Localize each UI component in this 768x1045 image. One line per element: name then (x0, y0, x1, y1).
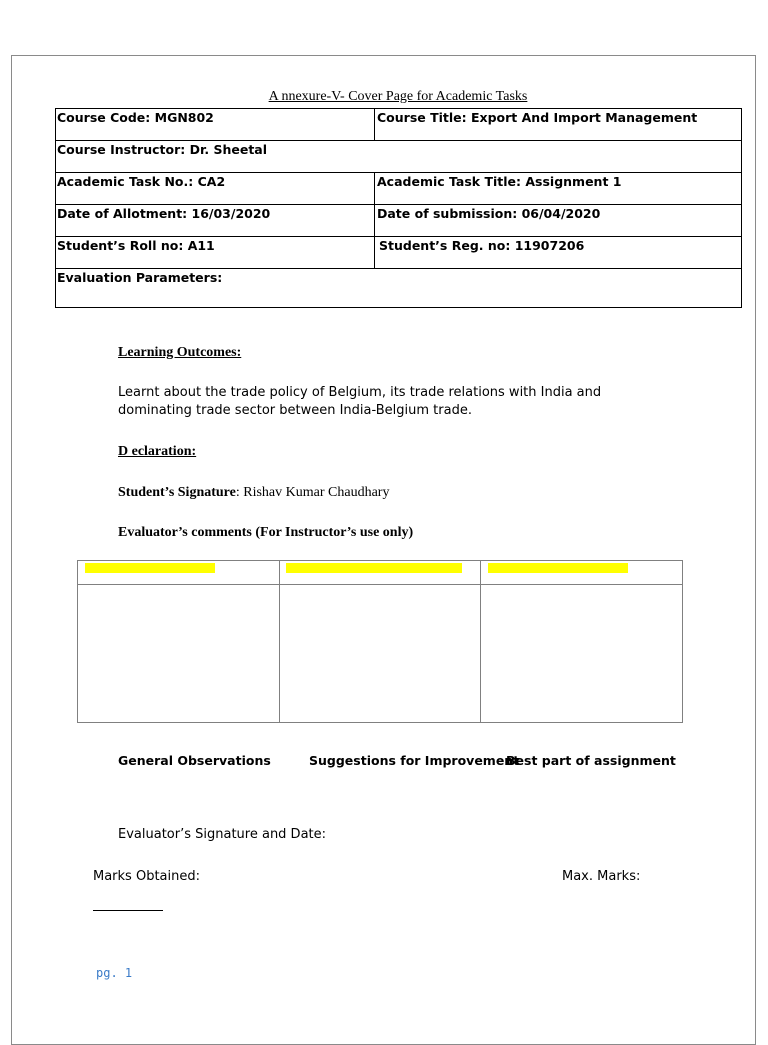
table-row (56, 237, 742, 269)
best-part-label: Best part of assignment (506, 753, 676, 768)
course-info-table (55, 108, 742, 308)
learning-outcomes-line: dominating trade sector between India-Belgium trade. (118, 403, 472, 418)
date-of-submission: Date of submission: 06/04/2020 (375, 205, 742, 237)
student-signature-label: Student’s Signature (118, 485, 236, 500)
declaration-heading: D eclaration: (118, 444, 197, 459)
highlight-marker (488, 563, 628, 573)
table-row (56, 269, 742, 308)
academic-task-title: Academic Task Title: Assignment 1 (375, 173, 742, 205)
grid-divider (480, 561, 481, 722)
page-number: pg. 1 (96, 966, 133, 980)
evaluator-comments-grid (77, 560, 683, 723)
general-observations-label: General Observations (118, 753, 271, 768)
student-signature (118, 485, 389, 501)
evaluator-comments-heading: Evaluator’s comments (For Instructor’s use only) (118, 525, 414, 540)
table-row (56, 141, 742, 173)
academic-task-no: Academic Task No.: CA2 (56, 173, 375, 205)
highlight-marker (85, 563, 215, 573)
learning-outcomes-heading: Learning Outcomes: (118, 345, 242, 360)
evaluation-parameters: Evaluation Parameters: (56, 269, 742, 308)
course-instructor: Course Instructor: Dr. Sheetal (56, 141, 742, 173)
grid-divider (279, 561, 280, 722)
course-title: Course Title: Export And Import Management (375, 109, 742, 141)
date-of-allotment: Date of Allotment: 16/03/2020 (56, 205, 375, 237)
marks-underline (93, 910, 163, 911)
course-code: Course Code: MGN802 (56, 109, 375, 141)
student-roll-no: Student’s Roll no: A11 (56, 237, 375, 269)
marks-obtained-label: Marks Obtained: (93, 869, 200, 884)
grid-divider (78, 584, 682, 585)
max-marks-label: Max. Marks: (562, 869, 641, 884)
highlight-marker (286, 563, 462, 573)
student-reg-no: Student’s Reg. no: 11907206 (375, 237, 742, 269)
table-row (56, 173, 742, 205)
evaluator-signature-label: Evaluator’s Signature and Date: (118, 827, 327, 842)
learning-outcomes-line: Learnt about the trade policy of Belgium, its trade relations with India and (118, 385, 602, 400)
student-signature-value: : Rishav Kumar Chaudhary (235, 485, 390, 500)
table-row (56, 109, 742, 141)
suggestions-label: Suggestions for Improvement (309, 753, 520, 768)
page-title: A nnexure-V- Cover Page for Academic Tasks (268, 89, 528, 104)
table-row (56, 205, 742, 237)
